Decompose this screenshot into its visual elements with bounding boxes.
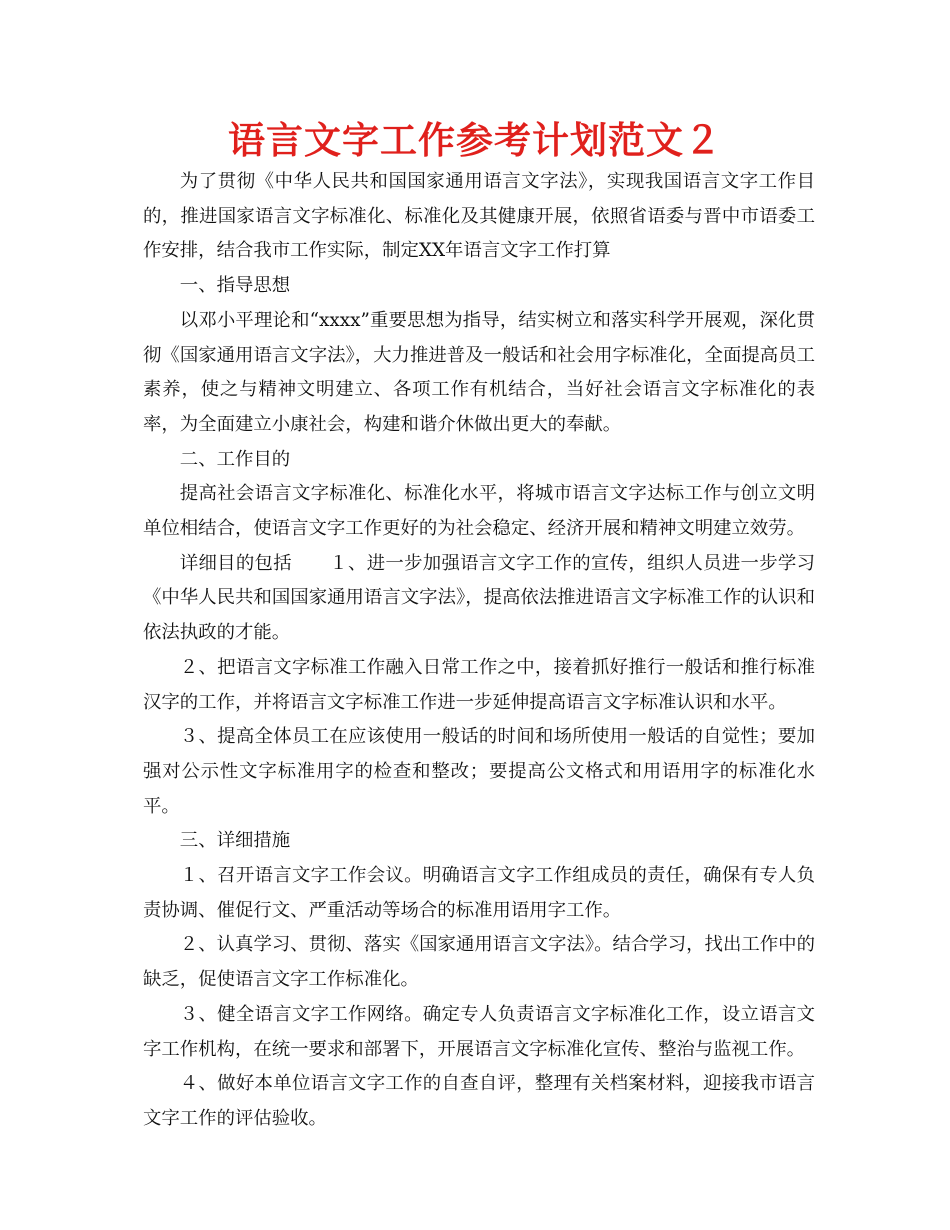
heading-guiding-ideology: 一、指导思想 <box>179 275 291 297</box>
page-title: 语言文字工作参考计划范文２ <box>228 119 722 162</box>
paragraph-goal-2: ２、把语言文字标准工作融入日常工作之中，接着抓好推行一般话和推行标准汉字的工作，并将语言文字标准工作进一步延伸提高语言文字标准认识和水平。 <box>143 656 815 713</box>
paragraph-work-goals: 提高社会语言文字标准化、标准化水平，将城市语言文字达标工作与创立文明单位相结合，使语言文字工作更好的为社会稳定、经济开展和精神文明建立效劳。 <box>143 483 815 540</box>
paragraph-measure-2: ２、认真学习、贯彻、落实《国家通用语言文字法》。结合学习，找出工作中的缺乏，促使语言文字工作标准化。 <box>143 934 815 991</box>
paragraph-measure-4: ４、做好本单位语言文字工作的自查自评，整理有关档案材料，迎接我市语言文字工作的评估验收。 <box>143 1073 815 1129</box>
paragraph-guiding-ideology: 以邓小平理论和“xxxx”重要思想为指导，结实树立和落实科学开展观，深化贯彻《国家通用语言文字法》，大力推进普及一般话和社会用字标准化，全面提高员工素养，使之与精神文明建立、各项工作有机结合，当好社会语言文字标准化的表率，为全面建立小康社会，构建和谐介休做出更大的奉献。 <box>143 309 815 435</box>
paragraph-goal-1: 详细目的包括 １、进一步加强语言文字工作的宣传，组织人员进一步学习《中华人民共和国国家通用语言文字法》，提高依法推进语言文字标准工作的认识和依法执政的才能。 <box>143 552 815 644</box>
paragraph-intro: 为了贯彻《中华人民共和国国家通用语言文字法》，实现我国语言文字工作目的，推进国家语言文字标准化、标准化及其健康开展，依照省语委与晋中市语委工作安排，结合我市工作实际，制定XX年语言文字工作打算 <box>143 171 815 262</box>
document-body <box>143 165 815 1137</box>
paragraph-measure-1: １、召开语言文字工作会议。明确语言文字工作组成员的责任，确保有专人负责协调、催促行文、严重活动等场合的标准用语用字工作。 <box>143 865 815 921</box>
paragraph-goal-3: ３、提高全体员工在应该使用一般话的时间和场所使用一般话的自觉性；要加强对公示性文字标准用字的检查和整改；要提高公文格式和用语用字的标准化水平。 <box>143 726 815 817</box>
heading-work-goals: 二、工作目的 <box>179 448 291 470</box>
heading-measures: 三、详细措施 <box>179 830 291 852</box>
paragraph-measure-3: ３、健全语言文字工作网络。确定专人负责语言文字标准化工作，设立语言文字工作机构，在统一要求和部署下，开展语言文字标准化宣传、整治与监视工作。 <box>143 1003 815 1060</box>
